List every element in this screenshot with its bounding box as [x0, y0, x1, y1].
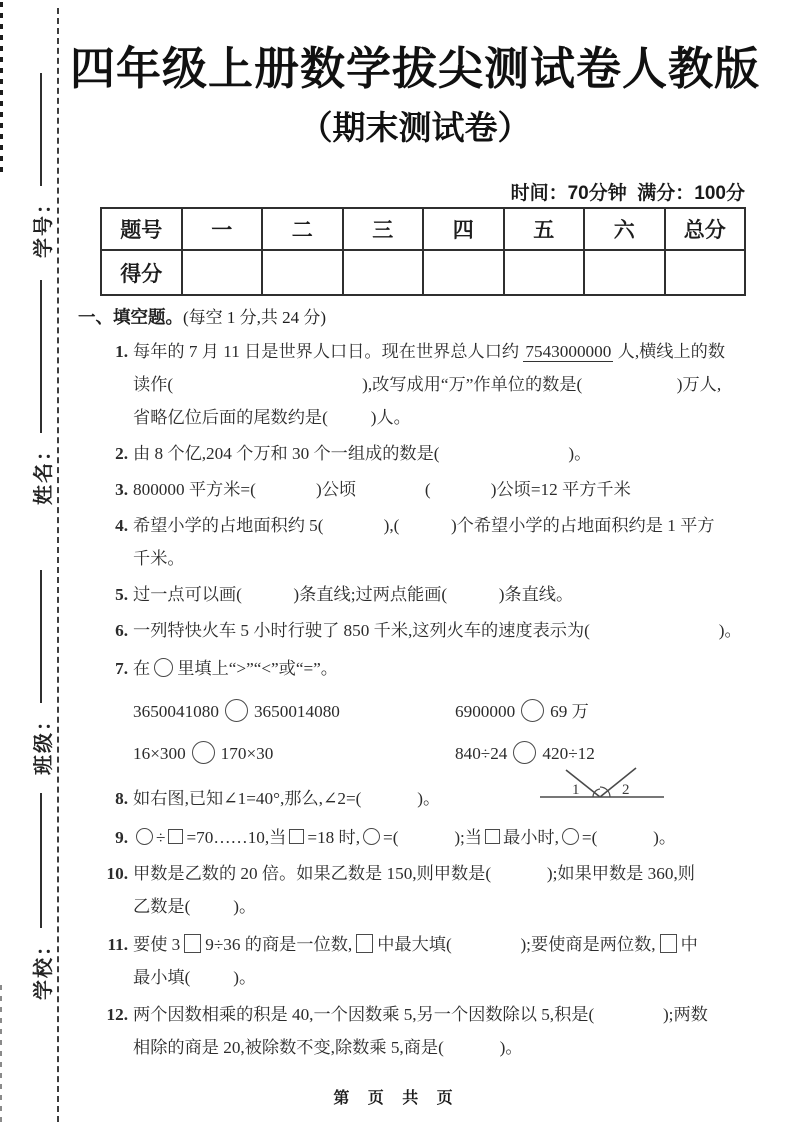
- comparison-value: 170×30: [220, 744, 274, 763]
- compare-circle-icon: [521, 699, 544, 722]
- question-5: [98, 578, 753, 611]
- fill-in-questions: [98, 332, 753, 1064]
- question-text: 中最大填( );要使商是两位数,: [377, 935, 656, 954]
- question-number: 10.: [106, 864, 128, 883]
- field-label: 班级：: [32, 709, 55, 775]
- comparison-value: 16×300: [133, 744, 186, 763]
- unknown-square-icon: [168, 829, 183, 844]
- comparison-value: 69 万: [550, 702, 589, 721]
- section-note: (每空 1 分,共 24 分): [183, 308, 327, 327]
- question-number: 3.: [115, 480, 128, 499]
- question-line: [98, 857, 753, 890]
- fold-dashed-line: [57, 8, 59, 1122]
- question-line: 读作( ),改写成用“万”作单位的数是( )万人,: [133, 375, 722, 394]
- question-2: [98, 437, 753, 470]
- question-line: [98, 578, 753, 611]
- question-number: 2.: [115, 444, 128, 463]
- question-text: 要使 3: [133, 935, 181, 954]
- question-6: [98, 614, 753, 647]
- question-line: 相除的商是 20,被除数不变,除数乘 5,商是( )。: [133, 1038, 523, 1057]
- sidebar-field-class: [28, 570, 54, 775]
- unknown-square-icon: [485, 829, 500, 844]
- question-text: 人,横线上的数: [613, 342, 726, 361]
- field-label: 姓名：: [32, 439, 55, 505]
- score-cell: [343, 250, 424, 295]
- unknown-circle-icon: [363, 828, 380, 845]
- comparison-value: 420÷12: [542, 744, 595, 763]
- page-footer: 第 页 共 页: [333, 1090, 460, 1107]
- scan-edge-marks-top: [0, 2, 3, 174]
- digit-box-icon: [356, 934, 373, 953]
- question-text: =70……10,当: [186, 828, 287, 847]
- digit-box-icon: [184, 934, 201, 953]
- score-table-col-1: 一: [182, 208, 263, 250]
- question-line: [98, 998, 753, 1031]
- question-text: 800000 平方米=( )公顷 ( )公顷=12 平方千米: [133, 480, 631, 499]
- question-number: 8.: [115, 789, 128, 808]
- score-label: 得分: [101, 250, 182, 295]
- question-10: [98, 857, 753, 923]
- score-cell: [504, 250, 585, 295]
- question-text: 最小时,: [503, 828, 559, 847]
- unknown-circle-icon: [562, 828, 579, 845]
- question-line: [98, 473, 753, 506]
- question-line: [98, 652, 753, 685]
- field-write-line: [40, 73, 42, 186]
- question-text: =( )。: [581, 828, 677, 847]
- question-text: 甲数是乙数的 20 倍。如果乙数是 150,则甲数是( );如果甲数是 360,则: [133, 864, 695, 883]
- field-write-line: [40, 793, 42, 928]
- comparison-value: 3650014080: [253, 702, 340, 721]
- question-line: [98, 509, 753, 542]
- angle-label-1: 1: [572, 782, 580, 798]
- field-label: 学校：: [32, 934, 55, 1000]
- comparison-value: 6900000: [455, 702, 516, 721]
- question-line: 千米。: [133, 549, 185, 568]
- question-line: [98, 437, 753, 470]
- question-3: [98, 473, 753, 506]
- sidebar-field-name: [28, 280, 54, 505]
- score-table-col-total: 总分: [665, 208, 746, 250]
- question-line: 省略亿位后面的尾数约是( )人。: [133, 408, 411, 427]
- field-write-line: [40, 280, 42, 433]
- digit-box-icon: [660, 934, 677, 953]
- question-number: 6.: [115, 621, 128, 640]
- score-table-col-5: 五: [504, 208, 585, 250]
- question-line: [98, 614, 753, 647]
- score-cell: [584, 250, 665, 295]
- unknown-square-icon: [289, 829, 304, 844]
- angle-label-2: 2: [622, 782, 630, 798]
- question-4: [98, 509, 753, 575]
- question-text: 由 8 个亿,204 个万和 30 个一组成的数是( )。: [133, 444, 592, 463]
- comparison-pair: [133, 691, 455, 733]
- question-number: 4.: [115, 516, 128, 535]
- score-table-col-2: 二: [262, 208, 343, 250]
- field-label: 学号：: [32, 192, 55, 258]
- score-cell: [182, 250, 263, 295]
- question-text: =18 时,: [307, 828, 361, 847]
- question-text: 中: [680, 935, 698, 954]
- question-text: =( );当: [383, 828, 483, 847]
- page-subtitle: （期末测试卷）: [299, 109, 531, 146]
- unknown-circle-icon: [136, 828, 153, 845]
- question-number: 1.: [115, 342, 128, 361]
- question-text: 希望小学的占地面积约 5( ),( )个希望小学的占地面积约是 1 平方: [133, 516, 715, 535]
- question-line: [98, 928, 753, 961]
- question-line: [98, 821, 753, 854]
- question-11: [98, 928, 753, 994]
- question-line: 最小填( )。: [133, 968, 257, 987]
- question-9: [98, 821, 753, 854]
- comparison-row-1: [98, 691, 753, 733]
- question-number: 5.: [115, 585, 128, 604]
- question-12: [98, 998, 753, 1064]
- compare-circle-icon: [225, 699, 248, 722]
- section-header: [78, 303, 326, 329]
- question-text: 两个因数相乘的积是 40,一个因数乘 5,另一个因数除以 5,积是( );两数: [133, 1005, 708, 1024]
- score-cell: [665, 250, 746, 295]
- field-write-line: [40, 570, 42, 703]
- score-table-col-4: 四: [423, 208, 504, 250]
- score-cell: [423, 250, 504, 295]
- sidebar-field-school: [28, 793, 54, 1000]
- score-table-corner: 题号: [101, 208, 182, 250]
- question-7: [98, 652, 753, 775]
- underlined-number: 7543000000: [525, 342, 612, 361]
- comparison-pair: [455, 691, 589, 733]
- question-text: 9÷36 的商是一位数,: [205, 935, 353, 954]
- question-text: 每年的 7 月 11 日是世界人口日。现在世界总人口约: [133, 342, 524, 361]
- sidebar-field-student-id: [28, 73, 54, 258]
- question-text: 里填上“>”“<”或“=”。: [177, 659, 338, 678]
- comparison-value: 3650041080: [133, 702, 219, 721]
- comparison-pair: [133, 733, 455, 775]
- page-title: 四年级上册数学拔尖测试卷人教版: [70, 43, 761, 94]
- score-cell: [262, 250, 343, 295]
- score-table-col-6: 六: [584, 208, 665, 250]
- question-line: [98, 335, 753, 368]
- question-number: 7.: [115, 659, 128, 678]
- question-text: 如右图,已知∠1=40°,那么,∠2=( )。: [133, 789, 441, 808]
- question-1: [98, 335, 753, 434]
- question-line: 乙数是( )。: [133, 897, 257, 916]
- score-table-col-3: 三: [343, 208, 424, 250]
- angle-figure: [536, 764, 668, 806]
- section-title: 一、填空题。: [78, 307, 183, 327]
- exam-info: 时间：70分钟 满分：100分: [510, 183, 745, 204]
- question-text: 一列特快火车 5 小时行驶了 850 千米,这列火车的速度表示为( )。: [133, 621, 742, 640]
- compare-circle-icon: [192, 741, 215, 764]
- question-text: 过一点可以画( )条直线;过两点能画( )条直线。: [133, 585, 574, 604]
- question-text: 在: [133, 659, 151, 678]
- question-number: 12.: [106, 1005, 128, 1024]
- comparison-value: 840÷24: [455, 744, 508, 763]
- compare-circle-icon: [513, 741, 536, 764]
- question-number: 11.: [107, 935, 128, 954]
- compare-circle-icon: [154, 658, 173, 677]
- question-text: ÷: [156, 828, 166, 847]
- score-table: [100, 207, 746, 296]
- question-number: 9.: [115, 828, 128, 847]
